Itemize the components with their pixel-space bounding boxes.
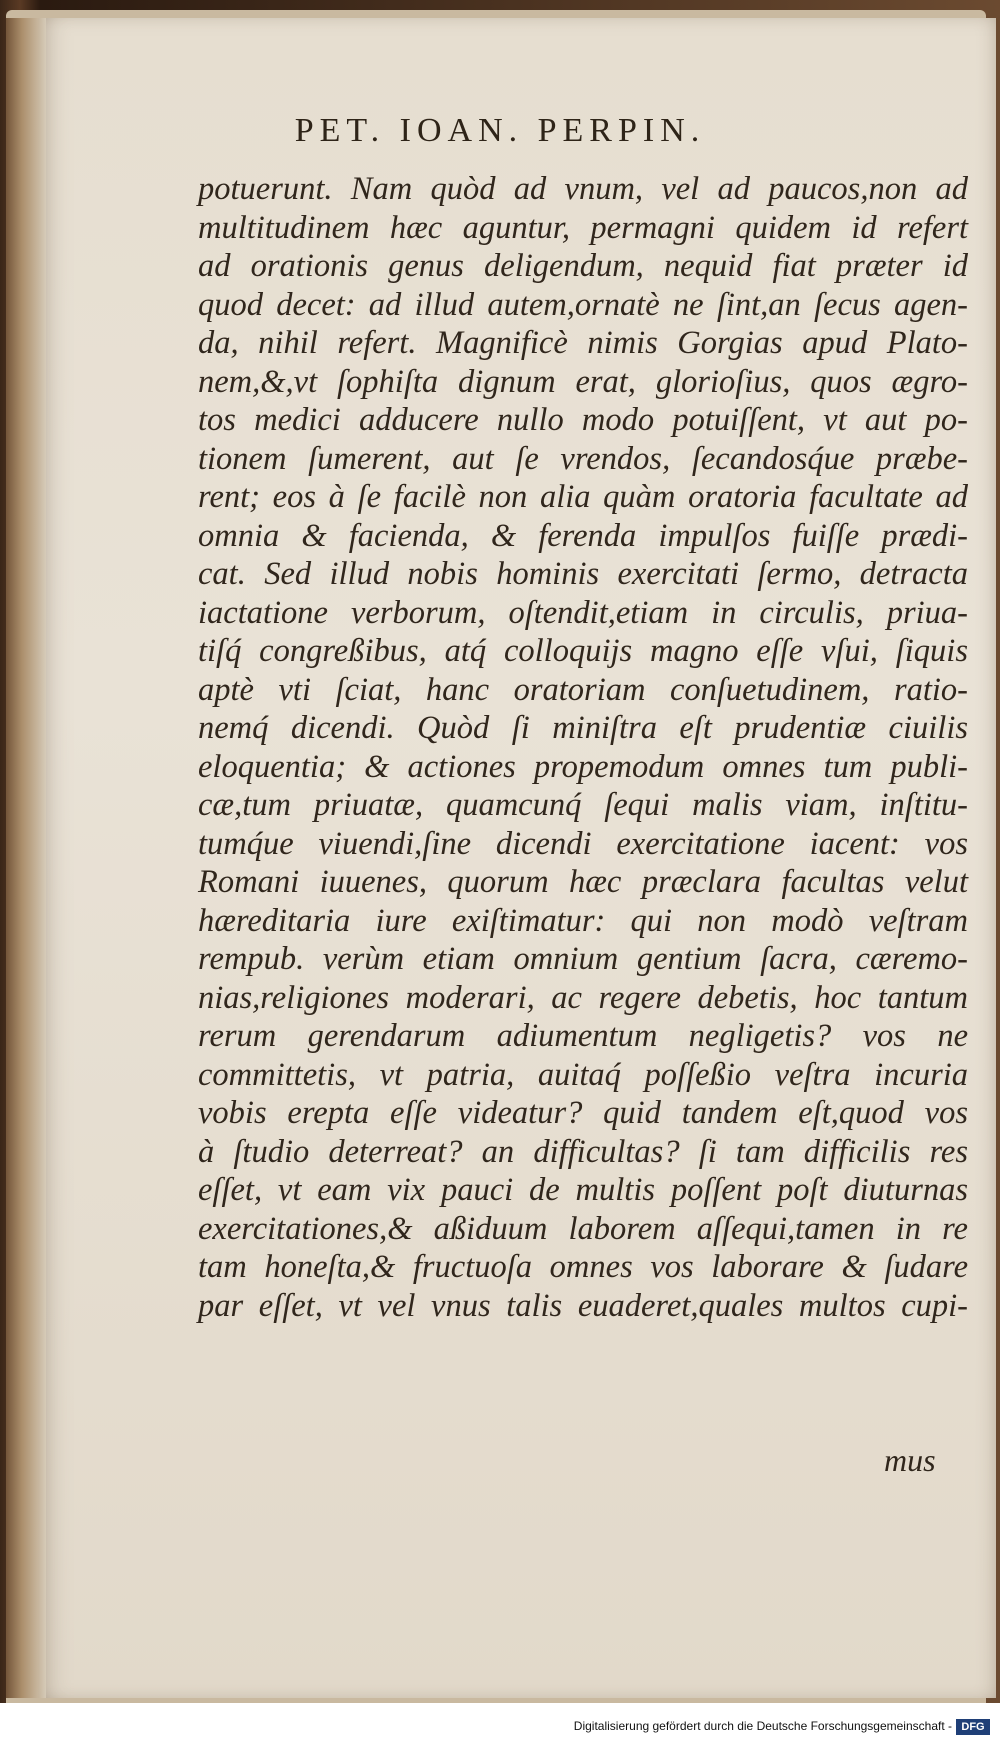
text-line: quod decet: ad illud autem,ornatè ne ſint,an ſecus agen-: [198, 286, 968, 323]
text-line: eſſet, vt eam vix pauci de multis poſſent poſt diuturnas: [198, 1172, 968, 1208]
text-line: tam honeſta,& fructuoſa omnes vos laborare & ſudare: [198, 1249, 968, 1285]
body-text: [198, 170, 968, 1325]
text-line: rent; eos à ſe facilè non alia quàm oratoria facultate ad: [198, 479, 968, 515]
text-line: multitudinem hæc aguntur, permagni quidem id refert: [198, 209, 968, 246]
text-line: omnia & facienda, & ferenda impulſos fuiſſe prædi-: [198, 517, 968, 554]
digitization-footer: [0, 1703, 1000, 1745]
funding-credit: Digitalisierung gefördert durch die Deutsche Forschungsgemeinschaft -: [573, 1719, 952, 1733]
text-line: tumq́ue viuendi,ſine dicendi exercitatione iacent: vos: [198, 825, 968, 862]
text-line: rempub. verùm etiam omnium gentium ſacra, cæremo-: [198, 941, 968, 977]
text-line: cat. Sed illud nobis hominis exercitati ſermo, detracta: [198, 556, 968, 592]
text-line: committetis, vt patria, auitaq́ poſſeßio veſtra incuria: [198, 1056, 968, 1093]
running-head: PET. IOAN. PERPIN.: [294, 112, 706, 149]
text-line: Romani iuuenes, quorum hæc præclara facultas velut: [198, 864, 968, 900]
text-line: eloquentia; & actiones propemodum omnes tum publi-: [198, 748, 968, 785]
text-line: tionem ſumerent, aut ſe vrendos, ſecandosq́ue præbe-: [198, 440, 968, 477]
text-line: nemq́ dicendi. Quòd ſi miniſtra eſt prudentiæ ciuilis: [198, 710, 968, 746]
text-line: à ſtudio deterreat? an difficultas? ſi tam difficilis res: [198, 1133, 968, 1170]
text-line: nias,religiones moderari, ac regere debetis, hoc tantum: [198, 979, 968, 1016]
text-line: iactatione verborum, oſtendit,etiam in circulis, priua-: [198, 594, 968, 631]
text-line: exercitationes,& aßiduum laborem aſſequi,tamen in re: [198, 1210, 968, 1247]
text-line: aptè vti ſciat, hanc oratoriam conſuetudinem, ratio-: [198, 671, 968, 708]
text-line: tos medici adducere nullo modo potuiſſent, vt aut po-: [198, 402, 968, 438]
text-line: potuerunt. Nam quòd ad vnum, vel ad paucos,non ad: [198, 171, 968, 207]
gutter-shadow: [6, 18, 46, 1698]
text-line: vobis erepta eſſe videatur? quid tandem eſt,quod vos: [198, 1095, 968, 1131]
text-line: hæreditaria iure exiſtimatur: qui non modò veſtram: [198, 902, 968, 939]
text-line: da, nihil refert. Magnificè nimis Gorgias apud Plato-: [198, 325, 968, 361]
text-line: nem,&,vt ſophiſta dignum erat, glorioſius, quos ægro-: [198, 363, 968, 400]
text-line: tiſq́ congreßibus, atq́ colloquijs magno eſſe vſui, ſiquis: [198, 633, 968, 669]
dfg-logo: DFG: [956, 1719, 990, 1735]
text-line: par eſſet, vt vel vnus talis euaderet,quales multos cupi-: [198, 1287, 968, 1324]
text-line: rerum gerendarum adiumentum negligetis? vos ne: [198, 1018, 968, 1054]
text-line: cæ,tum priuatæ, quamcunq́ ſequi malis viam, inſtitu-: [198, 787, 968, 823]
catchword: mus: [884, 1442, 936, 1478]
text-line: ad orationis genus deligendum, nequid fiat præter id: [198, 248, 968, 284]
